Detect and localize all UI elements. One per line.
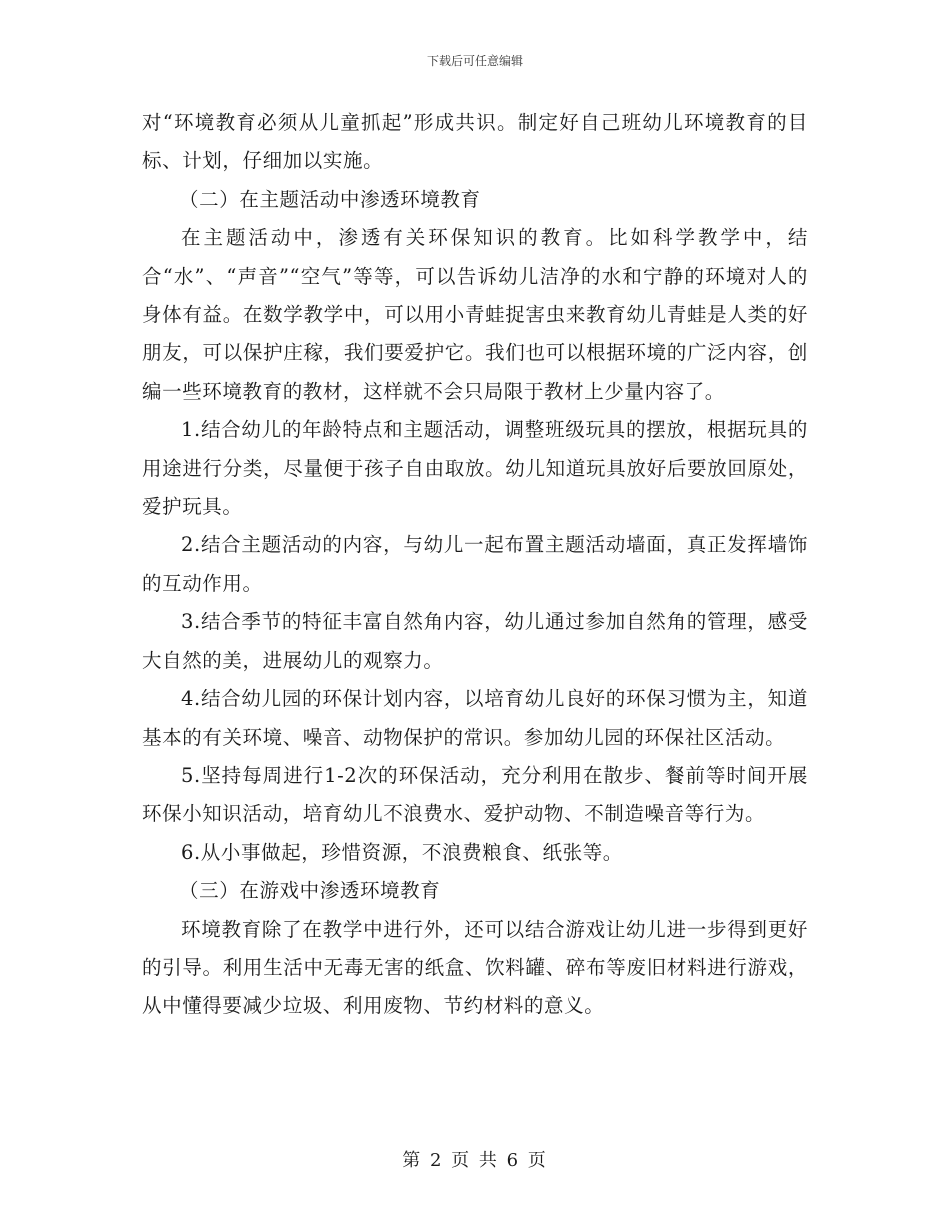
list-item-5: 5.坚持每周进行1-2次的环保活动，充分利用在散步、餐前等时间开展环保小知识活动，培育幼儿不浪费水、爱护动物、不制造噪音等行为。 (142, 763, 808, 826)
document-body (142, 104, 808, 1026)
list-item-4: 4.结合幼儿园的环保计划内容，以培育幼儿良好的环保习惯为主，知道基本的有关环境、噪音、动物保护的常识。参加幼儿园的环保社区活动。 (142, 687, 808, 749)
list-item-2: 2.结合主题活动的内容，与幼儿一起布置主题活动墙面，真正发挥墙饰的互动作用。 (142, 533, 808, 595)
list-item-3: 3.结合季节的特征丰富自然角内容，幼儿通过参加自然角的管理，感受大自然的美，进展幼儿的观察力。 (142, 610, 808, 672)
list-item-1: 1.结合幼儿的年龄特点和主题活动，调整班级玩具的摆放，根据玩具的用途进行分类，尽量便于孩子自由取放。幼儿知道玩具放好后要放回原处，爱护玩具。 (142, 418, 808, 519)
list-item-6: 6.从小事做起，珍惜资源，不浪费粮食、纸张等。 (181, 840, 623, 864)
paragraph-continuation: 对“环境教育必须从儿童抓起”形成共识。制定好自己班幼儿环境教育的目标、计划，仔细加以实施。 (142, 111, 808, 173)
page-footer-page-number: 第 2 页 共 6 页 (402, 1150, 548, 1171)
section-heading-3: （三）在游戏中渗透环境教育 (179, 879, 441, 903)
paragraph-games: 环境教育除了在教学中进行外，还可以结合游戏让幼儿进一步得到更好的引导。利用生活中无毒无害的纸盒、饮料罐、碎布等废旧材料进行游戏，从中懂得要减少垃圾、利用废物、节约材料的意义。 (142, 917, 808, 1018)
section-heading-2: （二）在主题活动中渗透环境教育 (179, 187, 481, 211)
page-header: 下载后可任意编辑 (426, 54, 523, 68)
paragraph-theme-activities: 在主题活动中，渗透有关环保知识的教育。比如科学教学中，结合“水”、“声音”“空气”等等，可以告诉幼儿洁净的水和宁静的环境对人的身体有益。在数学教学中，可以用小青蛙捉害虫来教育幼儿青蛙是人类的好朋友，可以保护庄稼，我们要爱护它。我们也可以根据环境的广泛内容，创编一些环境教育的教材，这样就不会只局限于教材上少量内容了。 (142, 226, 808, 403)
